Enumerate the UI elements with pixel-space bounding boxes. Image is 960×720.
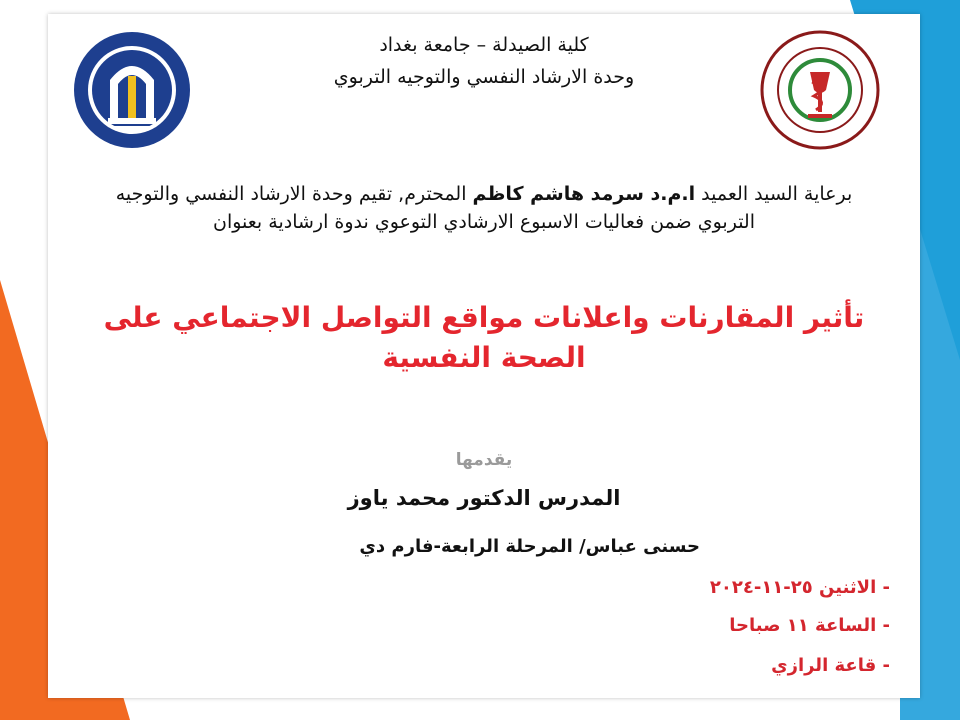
student-credit: حسنى عباس/ المرحلة الرابعة-فارم دي: [359, 536, 700, 557]
seminar-title: تأثير المقارنات واعلانات مواقع التواصل الاجتماعي على الصحة النفسية: [103, 301, 865, 374]
intro-part2: المحترم, تقيم وحدة الارشاد النفسي والتوجيه التربوي ضمن فعاليات الاسبوع الارشادي التوعوي ندوة ارشادية بعنوان: [115, 183, 755, 233]
event-location: - قاعة الرازي: [771, 655, 890, 676]
presents-label: يقدمها: [455, 450, 513, 470]
intro-part1: برعاية السيد العميد: [695, 183, 853, 205]
college-name: كلية الصيدلة – جامعة بغداد: [379, 34, 589, 56]
intro-paragraph: [48, 180, 920, 236]
unit-name: وحدة الارشاد النفسي والتوجيه التربوي: [333, 66, 635, 88]
dean-name: ا.م.د سرمد هاشم كاظم: [472, 183, 696, 205]
event-time: - الساعة ١١ صباحا: [729, 615, 890, 636]
presenter-name: المدرس الدكتور محمد ياوز: [347, 486, 621, 510]
event-date: - الاثنين ٢٥-١١-٢٠٢٤: [709, 577, 890, 598]
